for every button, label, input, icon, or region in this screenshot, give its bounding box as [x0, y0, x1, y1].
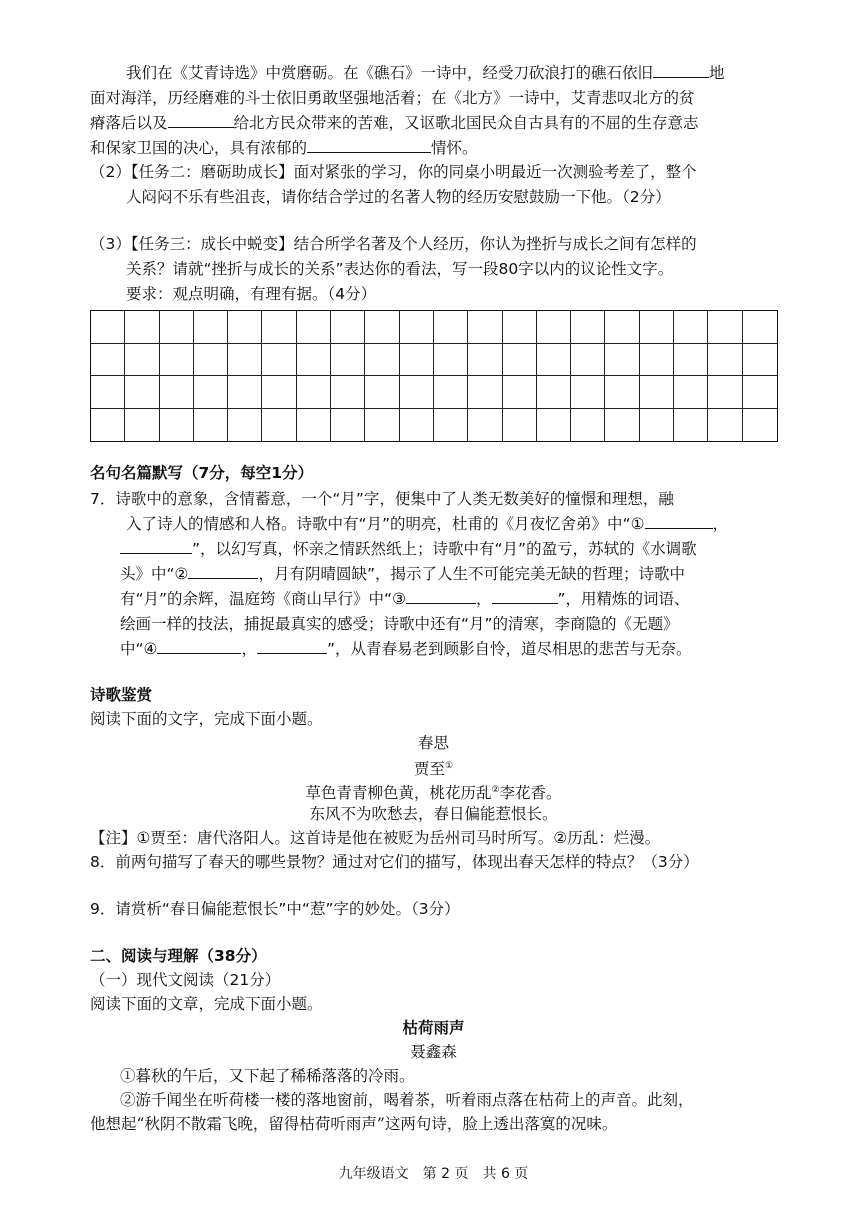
grid-cell[interactable]	[468, 376, 502, 409]
grid-cell[interactable]	[331, 376, 365, 409]
question-9: 9．请赏析“春日偏能惹恨长”中“惹”字的妙处。（3分）	[90, 900, 460, 918]
grid-cell[interactable]	[503, 376, 537, 409]
grid-cell[interactable]	[743, 409, 777, 442]
grid-cell[interactable]	[434, 311, 468, 344]
grid-cell[interactable]	[708, 311, 742, 344]
grid-cell[interactable]	[400, 311, 434, 344]
grid-cell[interactable]	[297, 409, 331, 442]
grid-cell[interactable]	[503, 409, 537, 442]
grid-cell[interactable]	[331, 409, 365, 442]
grid-cell[interactable]	[571, 409, 605, 442]
reading-heading: 二、阅读与理解（38分）	[90, 947, 267, 965]
reading-subheading: （一）现代文阅读（21分）	[90, 971, 281, 989]
answer-blank[interactable]	[120, 539, 192, 554]
grid-cell[interactable]	[743, 344, 777, 377]
grid-cell[interactable]	[743, 311, 777, 344]
answer-blank[interactable]	[188, 564, 258, 579]
answer-blank[interactable]	[645, 514, 713, 529]
answer-blank[interactable]	[406, 589, 476, 604]
article-paragraph-2-line-2: 他想起“秋阴不散霜飞晚，留得枯荷听雨声”这两句诗，脸上透出落寞的况味。	[90, 1115, 618, 1133]
task3-line-2: 关系？请就“挫折与成长的关系”表达你的看法，写一段80字以内的议论性文字。	[126, 260, 674, 278]
task3-line-3: 要求：观点明确，有理有据。（4分）	[126, 285, 377, 303]
grid-cell[interactable]	[160, 376, 194, 409]
grid-cell[interactable]	[708, 344, 742, 377]
grid-cell[interactable]	[194, 409, 228, 442]
grid-cell[interactable]	[365, 409, 399, 442]
grid-cell[interactable]	[468, 344, 502, 377]
grid-cell[interactable]	[194, 311, 228, 344]
task2-line-1: （2）【任务二：磨砺助成长】面对紧张的学习，你的同桌小明最近一次测验考差了，整个	[90, 163, 697, 181]
grid-cell[interactable]	[194, 376, 228, 409]
grid-cell[interactable]	[91, 376, 125, 409]
grid-cell[interactable]	[262, 311, 296, 344]
grid-cell[interactable]	[640, 409, 674, 442]
grid-cell[interactable]	[400, 409, 434, 442]
grid-cell[interactable]	[125, 344, 159, 377]
dictation-line-1: 7．诗歌中的意象，含情蓄意，一个“月”字，便集中了人类无数美好的憧憬和理想，融	[90, 490, 674, 508]
grid-cell[interactable]	[708, 376, 742, 409]
grid-cell[interactable]	[708, 409, 742, 442]
task2-line-2: 人闷闷不乐有些沮丧，请你结合学过的名著人物的经历安慰鼓励一下他。（2分）	[126, 188, 671, 206]
answer-blank[interactable]	[257, 639, 327, 654]
grid-cell[interactable]	[537, 376, 571, 409]
grid-cell[interactable]	[297, 311, 331, 344]
grid-cell[interactable]	[228, 376, 262, 409]
dictation-line-4: 头》中“② ，月有阴晴圆缺”，揭示了人生不可能完美无缺的哲理；诗歌中	[120, 565, 685, 583]
grid-cell[interactable]	[125, 409, 159, 442]
writing-grid[interactable]	[90, 310, 778, 442]
poem-verse-2: 东风不为吹愁去，春日偏能惹恨长。	[309, 805, 558, 823]
grid-cell[interactable]	[228, 409, 262, 442]
answer-blank[interactable]	[168, 113, 234, 128]
grid-cell[interactable]	[503, 311, 537, 344]
dictation-line-7: 中“④ ， ”，从青春易老到顾影自怜，道尽相思的悲苦与无奈。	[120, 640, 692, 658]
grid-cell[interactable]	[228, 311, 262, 344]
grid-cell[interactable]	[262, 376, 296, 409]
grid-cell[interactable]	[605, 344, 639, 377]
grid-cell[interactable]	[571, 376, 605, 409]
grid-cell[interactable]	[331, 344, 365, 377]
grid-cell[interactable]	[605, 376, 639, 409]
prev-paragraph-line-4: 和保家卫国的决心，具有浓郁的 情怀。	[90, 139, 478, 157]
article-paragraph-2-line-1: ②游千闻坐在听荷楼一楼的落地窗前，喝着茶，听着雨点落在枯荷上的声音。此刻，	[120, 1091, 694, 1109]
grid-cell[interactable]	[640, 376, 674, 409]
grid-cell[interactable]	[605, 311, 639, 344]
poem-author: 贾至①	[413, 760, 454, 779]
grid-cell[interactable]	[640, 311, 674, 344]
grid-cell[interactable]	[400, 376, 434, 409]
grid-cell[interactable]	[674, 376, 708, 409]
article-title: 枯荷雨声	[402, 1019, 465, 1037]
grid-cell[interactable]	[365, 311, 399, 344]
grid-cell[interactable]	[91, 344, 125, 377]
grid-cell[interactable]	[468, 311, 502, 344]
grid-cell[interactable]	[674, 409, 708, 442]
page-footer: 九年级语文 第 2 页 共 6 页	[338, 1166, 529, 1182]
grid-cell[interactable]	[605, 409, 639, 442]
dictation-heading: 名句名篇默写（7分，每空1分）	[90, 464, 314, 482]
grid-cell[interactable]	[434, 376, 468, 409]
grid-cell[interactable]	[91, 311, 125, 344]
grid-cell[interactable]	[160, 409, 194, 442]
grid-cell[interactable]	[537, 409, 571, 442]
grid-cell[interactable]	[160, 344, 194, 377]
grid-cell[interactable]	[297, 376, 331, 409]
grid-cell[interactable]	[503, 344, 537, 377]
poem-note: 【注】①贾至：唐代洛阳人。这首诗是他在被贬为岳州司马时所写。②历乱：烂漫。	[90, 829, 661, 847]
grid-cell[interactable]	[91, 409, 125, 442]
grid-cell[interactable]	[365, 344, 399, 377]
poem-verse-1: 草色青青柳色黄，桃花历乱②李花香。	[305, 784, 562, 803]
grid-cell[interactable]	[125, 376, 159, 409]
prev-paragraph-line-3: 瘠落后以及 给北方民众带来的苦难，又讴歌北国民众自古具有的不屈的生存意志	[90, 114, 699, 132]
dictation-line-6: 绘画一样的技法，捕捉最真实的感受；诗歌中还有“月”的清寒，李商隐的《无题》	[120, 615, 679, 633]
grid-cell[interactable]	[331, 311, 365, 344]
prev-paragraph-line-2: 面对海洋，历经磨难的斗士依旧勇敢坚强地活着；在《北方》一诗中，艾青悲叹北方的贫	[90, 89, 695, 107]
grid-cell[interactable]	[365, 376, 399, 409]
poem-title: 春思	[417, 734, 449, 752]
grid-cell[interactable]	[297, 344, 331, 377]
question-8: 8．前两句描写了春天的哪些景物？通过对它们的描写，体现出春天怎样的特点？（3分）	[90, 853, 699, 871]
grid-cell[interactable]	[571, 311, 605, 344]
grid-cell[interactable]	[160, 311, 194, 344]
grid-cell[interactable]	[537, 311, 571, 344]
grid-cell[interactable]	[468, 409, 502, 442]
answer-blank[interactable]	[492, 589, 558, 604]
dictation-line-3: ”，以幻写真，怀亲之情跃然纸上；诗歌中有“月”的盈亏，苏轼的《水调歌	[120, 538, 697, 560]
grid-cell[interactable]	[537, 344, 571, 377]
grid-cell[interactable]	[571, 344, 605, 377]
grid-cell[interactable]	[434, 344, 468, 377]
answer-blank[interactable]	[307, 138, 431, 153]
answer-blank[interactable]	[653, 63, 709, 78]
grid-cell[interactable]	[674, 344, 708, 377]
poem-heading: 诗歌鉴赏	[90, 686, 153, 704]
grid-cell[interactable]	[743, 376, 777, 409]
dictation-line-2: 入了诗人的情感和人格。诗歌中有“月”的明亮，杜甫的《月夜忆舍弟》中“① ，	[126, 515, 729, 533]
article-paragraph-1: ①暮秋的午后，又下起了稀稀落落的冷雨。	[120, 1067, 415, 1085]
grid-cell[interactable]	[125, 311, 159, 344]
reading-intro: 阅读下面的文章，完成下面小题。	[90, 995, 323, 1013]
grid-cell[interactable]	[640, 344, 674, 377]
grid-cell[interactable]	[228, 344, 262, 377]
poem-intro: 阅读下面的文字，完成下面小题。	[90, 710, 323, 728]
answer-blank[interactable]	[157, 639, 241, 654]
grid-cell[interactable]	[262, 409, 296, 442]
task3-line-1: （3）【任务三：成长中蜕变】结合所学名著及个人经历，你认为挫折与成长之间有怎样的	[90, 235, 697, 253]
grid-cell[interactable]	[434, 409, 468, 442]
grid-cell[interactable]	[262, 344, 296, 377]
article-author: 聂鑫森	[410, 1043, 457, 1061]
prev-paragraph-line-1: 我们在《艾青诗选》中赏磨砺。在《礁石》一诗中，经受刀砍浪打的礁石依旧 地	[126, 64, 725, 82]
grid-cell[interactable]	[674, 311, 708, 344]
grid-cell[interactable]	[194, 344, 228, 377]
dictation-line-5: 有“月”的余辉，温庭筠《商山早行》中“③ ， ”，用精炼的词语、	[120, 590, 690, 608]
grid-cell[interactable]	[400, 344, 434, 377]
